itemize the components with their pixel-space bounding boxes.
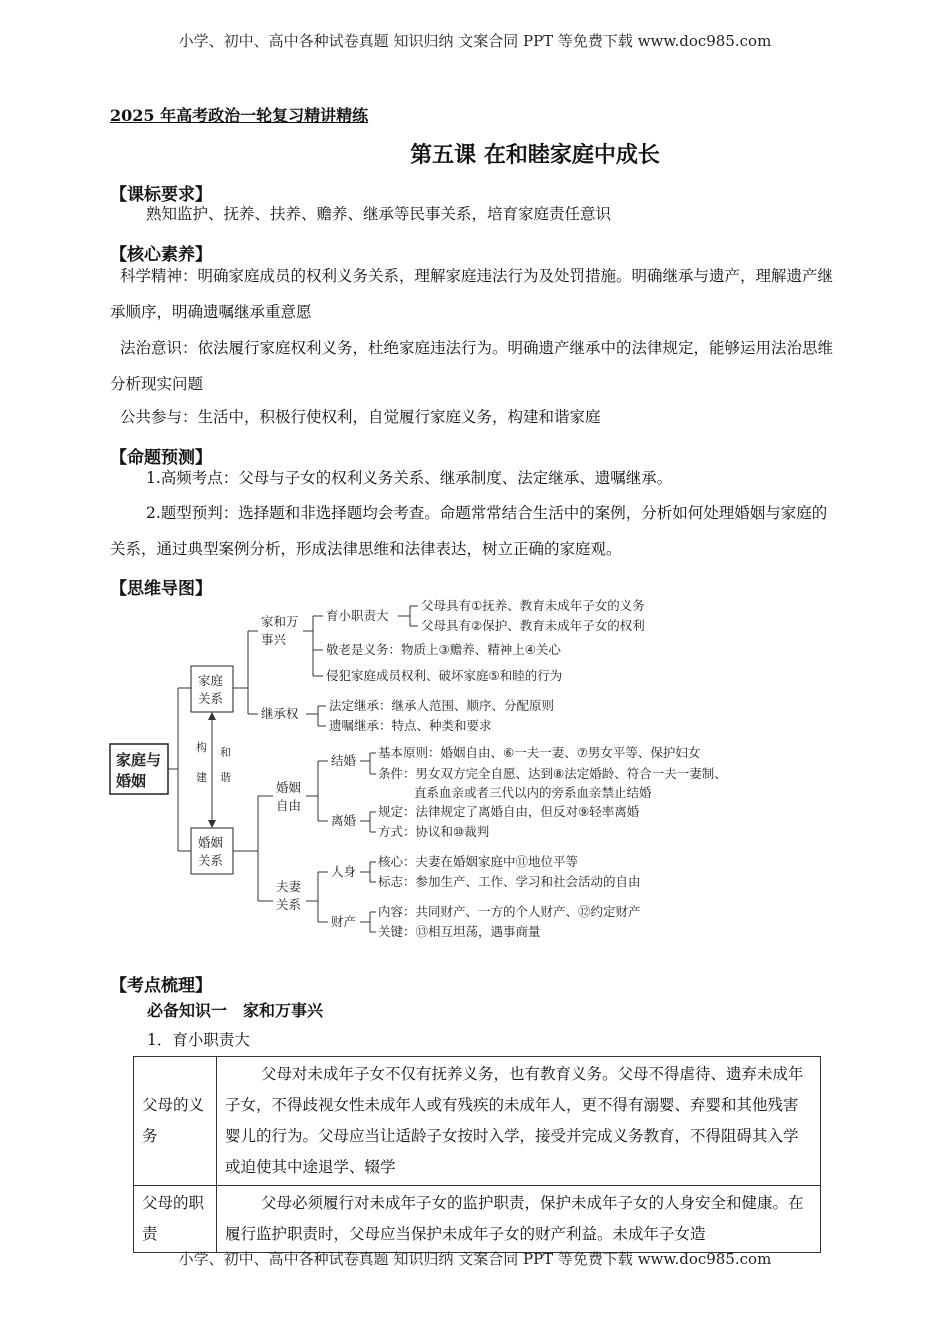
- mm-yx1: 父母具有①抚养、教育未成年子女的义务: [421, 598, 645, 613]
- mm-harmony-1: 和: [220, 746, 231, 759]
- mm-build-1: 构: [196, 741, 207, 754]
- page-footer: 小学、初中、高中各种试卷真题 知识归纳 文案合同 PPT 等免费下载 www.doc985.com: [178, 1250, 772, 1268]
- mm-lihun: 离婚: [331, 813, 357, 828]
- page-title: 第五课 在和睦家庭中成长: [410, 142, 660, 168]
- subtitle: 2025 年高考政治一轮复习精讲精练: [110, 106, 369, 125]
- mm-yuxiao: 育小职责大: [326, 608, 389, 623]
- hexin-science: 科学精神：明确家庭成员的权利义务关系，理解家庭违法行为及处罚措施。明确继承与遗产，理解遗产继承顺序，明确遗嘱继承重意愿: [110, 267, 834, 321]
- mind-map: [108, 596, 848, 946]
- mm-jh3: 直系血亲或者三代以内的旁系血亲禁止结婚: [414, 785, 652, 800]
- mm-rs2: 标志：参加生产、工作、学习和社会活动的自由: [378, 874, 641, 889]
- section-heading-hexin: 【核心素养】: [110, 245, 212, 265]
- knowledge-table: [133, 1056, 821, 1253]
- table-key: 父母的职责: [134, 1186, 217, 1253]
- mm-family-2: 关系: [198, 691, 224, 706]
- section-heading-kebiao: 【课标要求】: [110, 185, 212, 205]
- hexin-law: 法治意识：依法履行家庭权利义务，杜绝家庭违法行为。明确遗产继承中的法律规定，能够运用法治思维分析现实问题: [110, 339, 834, 393]
- mm-jinglao: 敬老是义务：物质上③赡养、精神上④关心: [326, 642, 561, 657]
- mm-hunyin-1: 婚姻: [276, 780, 302, 795]
- table-value: 父母必须履行对未成年子女的监护职责，保护未成年子女的人身安全和健康。在履行监护职责时，父母应当保护未成年子女的财产利益。未成年子女造: [217, 1186, 821, 1253]
- mm-jh1: 基本原则：婚姻自由、⑥一夫一妻、⑦男女平等、保护妇女: [378, 745, 701, 760]
- section-heading-mingti: 【命题预测】: [110, 448, 212, 468]
- mm-cc1: 内容：共同财产、一方的个人财产、⑫约定财产: [378, 904, 641, 919]
- mm-lh1: 规定：法律规定了离婚自由，但反对⑨轻率离婚: [378, 804, 640, 819]
- mm-caichan: 财产: [331, 914, 357, 929]
- mm-jiehun: 结婚: [331, 753, 357, 768]
- hexin-public: 公共参与：生活中，积极行使权利，自觉履行家庭义务，构建和谐家庭: [120, 408, 601, 426]
- mm-build-2: 建: [196, 771, 207, 784]
- mm-jh2: 条件：男女双方完全自愿、达到⑧法定婚龄、符合一夫一妻制、: [378, 766, 727, 781]
- mm-yizhu: 遗嘱继承：特点、种类和要求: [329, 718, 492, 733]
- mm-yx2: 父母具有②保护、教育未成年子女的权利: [421, 618, 645, 633]
- mm-fuqi-1: 夫妻: [276, 879, 302, 894]
- mm-jiahe-2: 事兴: [261, 632, 287, 647]
- mm-renshen: 人身: [331, 864, 357, 879]
- mingti-p1: 1.高频考点：父母与子女的权利义务关系、继承制度、法定继承、遗嘱继承。: [146, 469, 673, 487]
- mm-harmony-2: 谐: [220, 771, 231, 784]
- mm-lh2: 方式：协议和⑩裁判: [378, 824, 490, 839]
- mm-cc2: 关键：⑬相互坦荡，遇事商量: [378, 924, 541, 939]
- table-row: [134, 1186, 821, 1253]
- mm-jiahe-1: 家和万: [261, 614, 299, 629]
- page-header: 小学、初中、高中各种试卷真题 知识归纳 文案合同 PPT 等免费下载 www.doc985.com: [178, 32, 772, 50]
- section-heading-mindmap: 【思维导图】: [110, 579, 212, 599]
- mm-root-2: 婚姻: [116, 772, 147, 790]
- mm-fuqi-2: 关系: [276, 897, 302, 912]
- knowledge-title: 必备知识一 家和万事兴: [147, 1001, 324, 1020]
- mingti-p2: 2.题型预判：选择题和非选择题均会考查。命题常常结合生活中的案例，分析如何处理婚姻与家庭的关系，通过典型案例分析，形成法律思维和法律表达，树立正确的家庭观。: [110, 504, 828, 558]
- table-value: 父母对未成年子女不仅有抚养义务，也有教育义务。父母不得虐待、遗弃未成年子女，不得歧视女性未成年人或有残疾的未成年人，更不得有溺婴、弃婴和其他残害婴儿的行为。父母应当让适龄子女按时入学，接受并完成义务教育，不得阻碍其入学或迫使其中途退学、辍学: [217, 1057, 821, 1186]
- knowledge-item: 1．育小职责大: [147, 1031, 250, 1049]
- kebiao-text: 熟知监护、抚养、扶养、赡养、继承等民事关系，培育家庭责任意识: [146, 205, 612, 223]
- mm-root-1: 家庭与: [116, 751, 162, 769]
- mm-marriage-2: 关系: [198, 853, 224, 868]
- mm-rs1: 核心：夫妻在婚姻家庭中⑪地位平等: [378, 854, 579, 869]
- table-row: [134, 1057, 821, 1186]
- mm-family-1: 家庭: [198, 673, 224, 688]
- section-heading-kaodian: 【考点梳理】: [110, 976, 212, 996]
- table-key: 父母的义务: [134, 1057, 217, 1186]
- mm-jicheng: 继承权: [261, 706, 299, 721]
- mm-fading: 法定继承：继承人范围、顺序、分配原则: [329, 698, 555, 713]
- mm-qinfan: 侵犯家庭成员权利、破坏家庭⑤和睦的行为: [326, 668, 563, 683]
- mm-hunyin-2: 自由: [276, 798, 302, 813]
- mm-marriage-1: 婚姻: [198, 835, 224, 850]
